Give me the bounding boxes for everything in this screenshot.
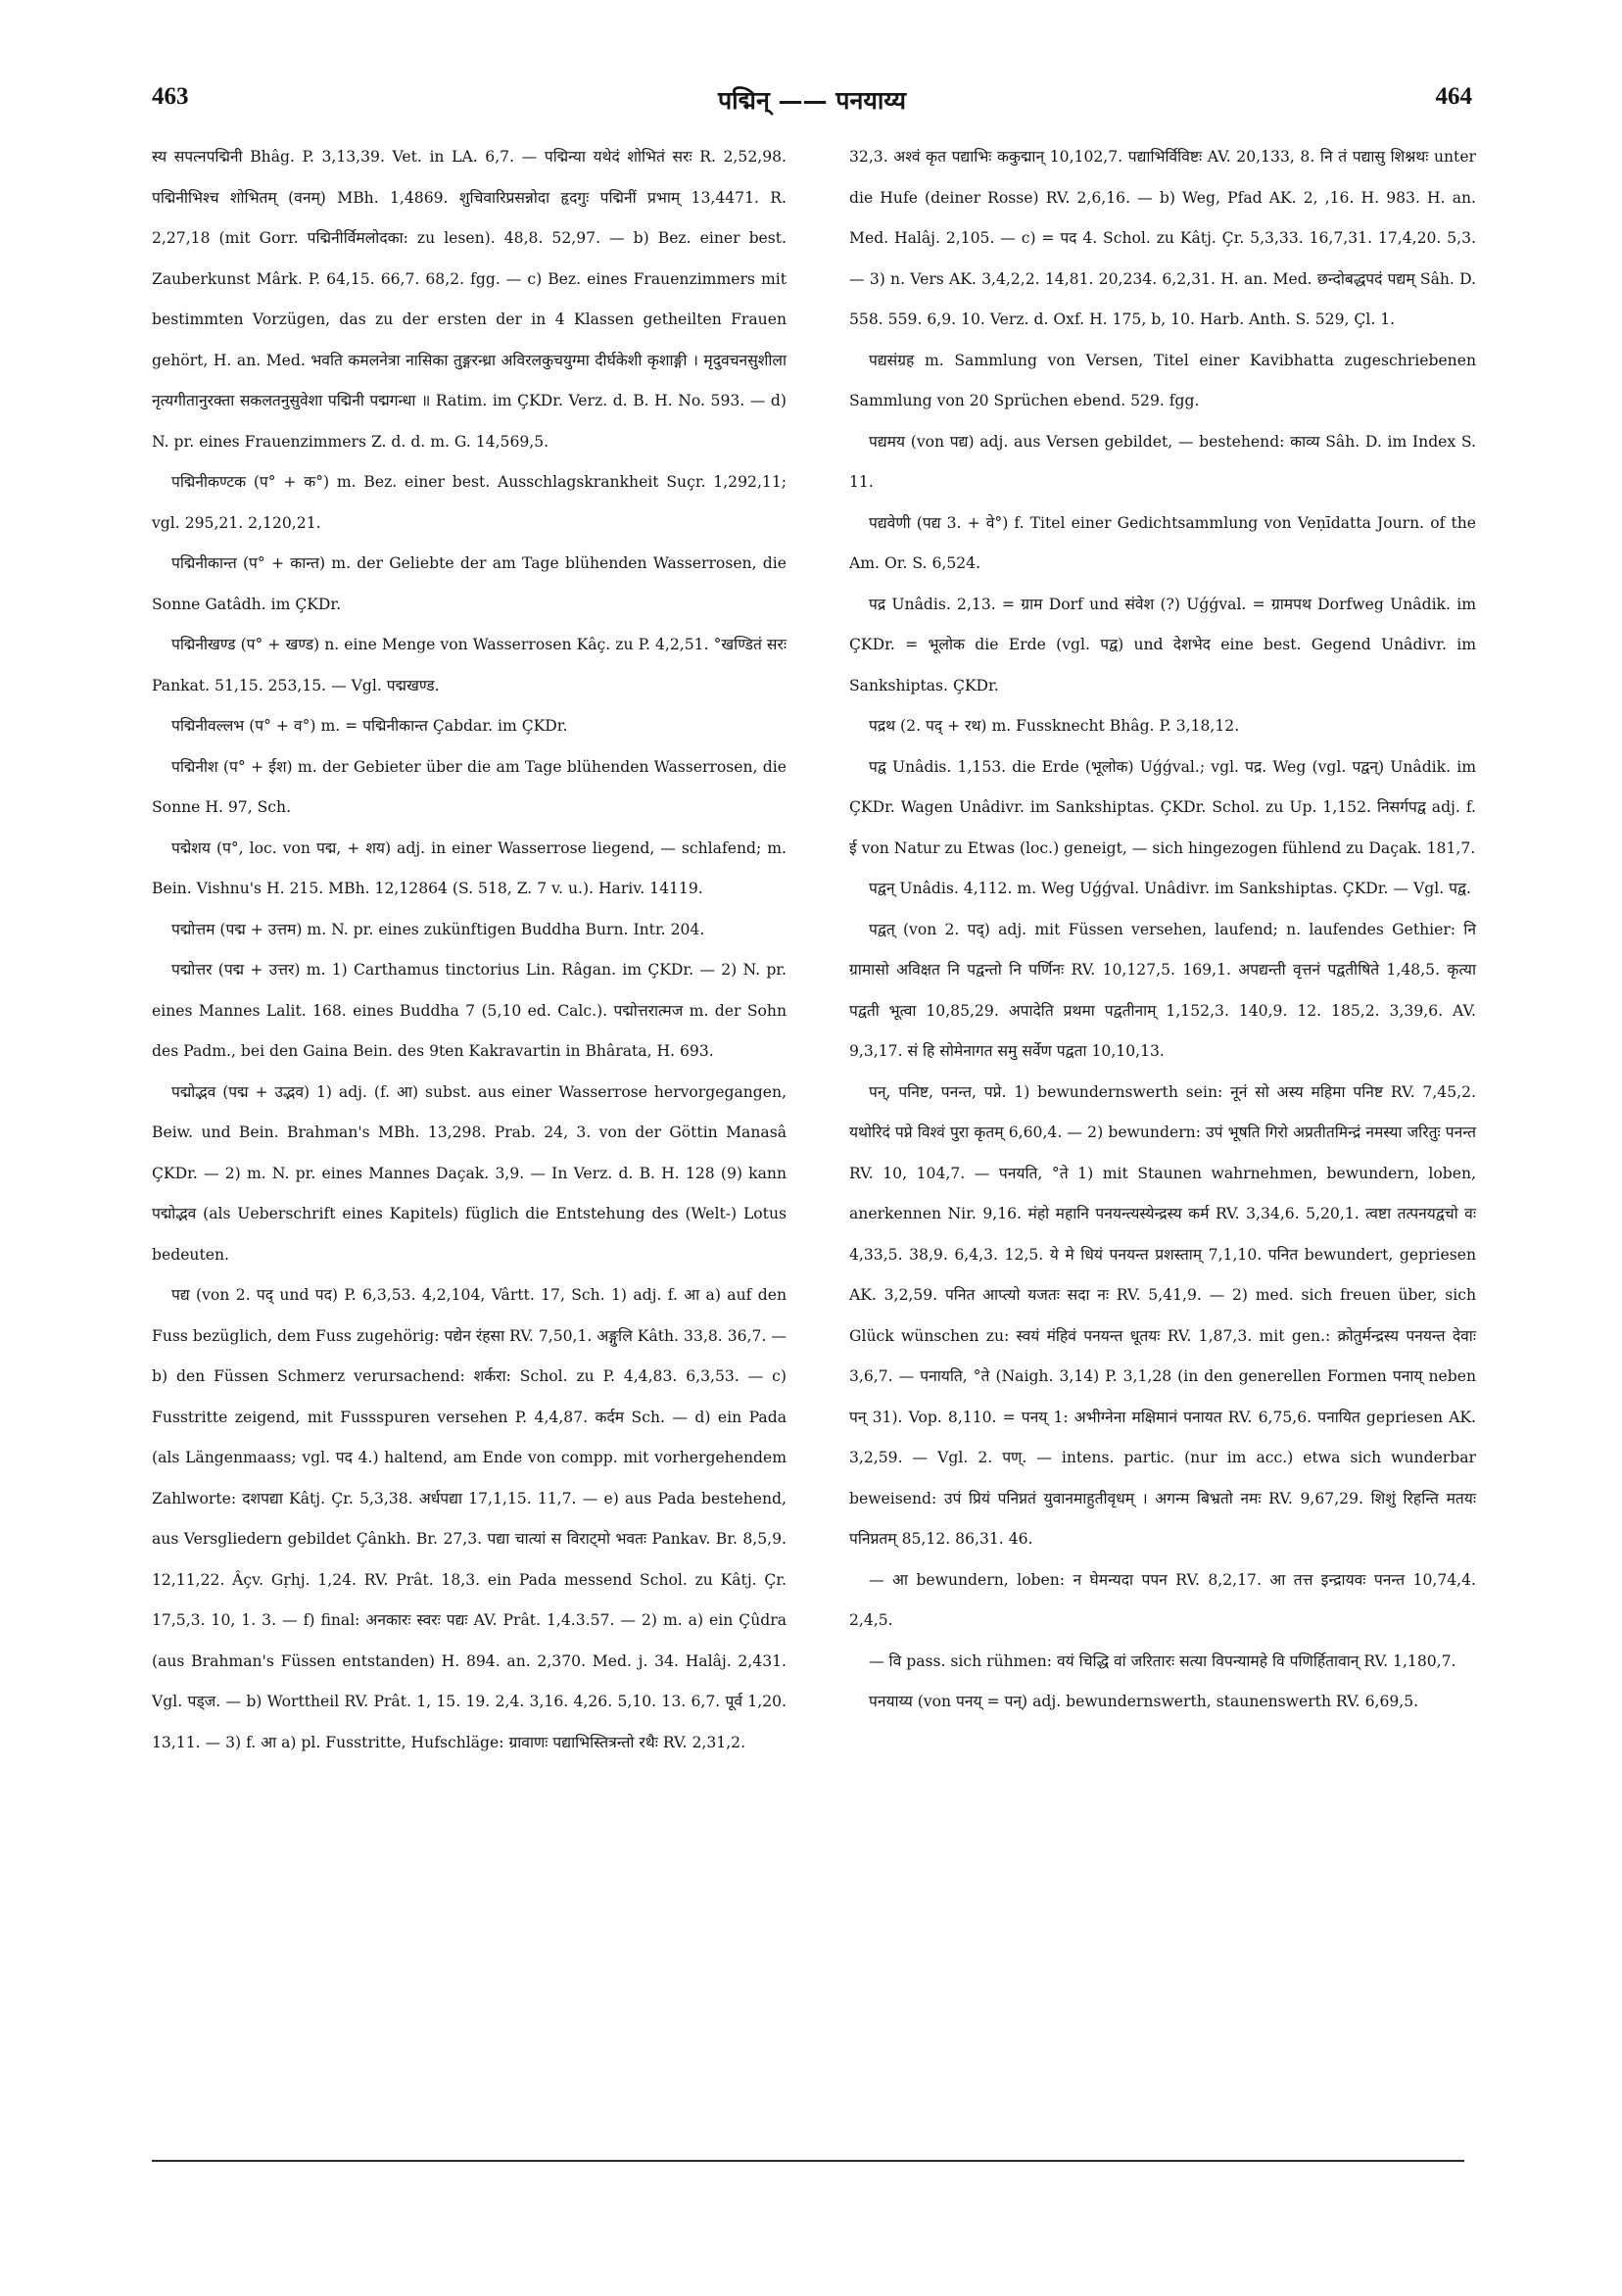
page-number-left: 463 <box>152 83 189 110</box>
footer-rule <box>152 2160 1464 2162</box>
dictionary-entry: पद्रथ (2. पद् + रथ) m. Fussknecht Bhâg. P. 3,18,12. <box>869 717 1240 735</box>
dictionary-entry: 32,3. अश्वं कृत पद्याभिः ककुद्मान् 10,102,7. पद्याभिर्विविष्टः AV. 20,133, 8. नि तं पद्यासु शिश्नथः unter die Hufe (deiner Rosse) RV. 2,6,16. — b) Weg, Pfad AK. 2, ,16. H. 983. H. an. Med. Halâj. 2,105. — c) = पद 4. Schol. zu Kâtj. Çr. 5,3,33. 16,7,31. 17,4,20. 5,3. — 3) n. Vers AK. 3,4,2,2. 14,81. 20,234. 6,2,31. H. an. Med. छन्दोबद्धपदं पद्यम् Sâh. D. 558. 559. 6,9. 10. Verz. d. Oxf. H. 175, b, 10. Harb. Anth. S. 529, Çl. 1. <box>849 148 1476 328</box>
dictionary-entry: पद्यवेणी (पद्य 3. + वे°) f. Titel einer Gedichtsammlung von Veṇīdatta Journ. of the Am. Or. S. 6,524. <box>849 513 1476 572</box>
dictionary-entry: पद्यसंग्रह m. Sammlung von Versen, Titel einer Kavibhatta zugeschriebenen Sammlung von 20 Sprüchen ebend. 529. fgg. <box>849 351 1476 409</box>
dictionary-entry: पद्मिनीखण्ड (प° + खण्ड) n. eine Menge von Wasserrosen Kâç. zu P. 4,2,51. °खण्डितं सरः Pankat. 51,15. 253,15. — Vgl. पद्मखण्ड. <box>152 636 787 694</box>
dictionary-entry: पनयाय्य (von पनय् = पन्) adj. bewundernswerth, staunenswerth RV. 6,69,5. <box>869 1693 1419 1710</box>
dictionary-entry: पन्, पनिष्ट, पनन्त, पप्ने. 1) bewundernswerth sein: नूनं सो अस्य महिमा पनिष्ट RV. 7,45,2. यथोरिदं पप्ने विश्वं पुरा कृतम् 6,60,4. — 2) bewundern: उपं भूषति गिरो अप्रतीतमिन्द्रं नमस्या जरितुः पनन्त RV. 10, 104,7. — पनयति, °ते 1) mit Staunen wahrnehmen, bewundern, loben, anerkennen Nir. 9,16. मंहो महानि पनयन्त्यस्येन्द्रस्य कर्म RV. 3,34,6. 5,20,1. त्वष्टा तत्पनयद्वचो वः 4,33,5. 38,9. 6,4,3. 12,5. ये मे धियं पनयन्त प्रशस्ताम् 7,1,10. पनित bewundert, gepriesen AK. 3,2,59. पनित आप्त्यो यजतः सदा नः RV. 5,41,9. — 2) med. sich freuen über, sich Glück wünschen zu: स्वयं मंहिवं पनयन्त धूतयः RV. 1,87,3. mit gen.: क्रोतुर्मन्द्रस्य पनयन्त देवाः 3,6,7. — पनायति, °ते (Naigh. 3,14) P. 3,1,28 (in den generellen Formen पनाय् neben पन् 31). Vop. 8,110. = पनय् 1: अभीग्नेना मक्षिमानं पनायत RV. 6,75,6. पनायित gepriesen AK. 3,2,59. — Vgl. 2. पण्. — intens. partic. (nur im acc.) etwa sich wunderbar beweisend: उपं प्रियं पनिप्नतं युवानमाहुतीवृधम् । अगन्म बिभ्रतो नमः RV. 9,67,29. शिशुं रिहन्ति मतयः पनिप्नतम् 85,12. 86,31. 46. <box>849 1082 1476 1548</box>
dictionary-entry: पद्मिनीवल्लभ (प° + व°) m. = पद्मिनीकान्त Çabdar. im ÇKDr. <box>171 717 568 735</box>
page-header <box>152 83 1472 122</box>
dictionary-entry: पद्मोद्भव (पद्म + उद्भव) 1) adj. (f. आ) subst. aus einer Wasserrose hervorgegangen, Beiw. und Bein. Brahman's MBh. 13,298. Prab. 24, 3. von der Göttin Manasâ ÇKDr. — 2) m. N. pr. eines Mannes Daçak. 3,9. — In Verz. d. B. H. 128 (9) kann पद्मोद्भव (als Ueberschrift eines Kapitels) füglich die Entstehung des (Welt-) Lotus bedeuten. <box>152 1082 787 1264</box>
dictionary-entry: पद्मोत्तम (पद्म + उत्तम) m. N. pr. eines zukünftigen Buddha Burn. Intr. 204. <box>171 920 705 938</box>
dictionary-entry: पद्मिनीकान्त (प° + कान्त) m. der Geliebte der am Tage blühenden Wasserrosen, die Sonne Gatâdh. im ÇKDr. <box>152 554 787 613</box>
dictionary-entry: पद्र Unâdis. 2,13. = ग्राम Dorf und संवेश (?) Uǵǵval. = ग्रामपथ Dorfweg Unâdik. im ÇKDr. = भूलोक die Erde (vgl. पद्व) und देशभेद eine best. Gegend Unâdivr. im Sankshiptas. ÇKDr. <box>849 595 1476 694</box>
left-column <box>152 137 787 1763</box>
running-head: पद्मिन् —— पनयाय्य <box>717 86 907 115</box>
dictionary-entry: — आ bewundern, loben: न घेमन्यदा पपन RV. 8,2,17. आ तत्त इन्द्रायवः पनन्त 10,74,4. 2,4,5. <box>849 1570 1476 1629</box>
dictionary-entry: — वि pass. sich rühmen: वयं चिद्धि वां जरितारः सत्या विपन्यामहे वि पणिर्हितावान् RV. 1,180,7. <box>869 1651 1456 1670</box>
dictionary-entry: पद्वन् Unâdis. 4,112. m. Weg Uǵǵval. Unâdivr. im Sankshiptas. ÇKDr. — Vgl. पद्व. <box>869 880 1471 897</box>
dictionary-entry: पद्यमय (von पद्य) adj. aus Versen gebildet, — bestehend: काव्य Sâh. D. im Index S. 11. <box>849 432 1476 491</box>
dictionary-entry: पद्मिनीकण्टक (प° + क°) m. Bez. einer best. Ausschlagskrankheit Suçr. 1,292,11; vgl. 295,21. 2,120,21. <box>152 473 787 532</box>
right-column <box>849 137 1476 1723</box>
dictionary-entry: पद्वत् (von 2. पद्) adj. mit Füssen versehen, laufend; n. laufendes Gethier: नि ग्रामासो अविक्षत नि पद्वन्तो नि पर्णिनः RV. 10,127,5. 169,1. अपद्यन्ती वृत्तनं पद्वतीषिते 1,48,5. कृत्या पद्वती भूत्वा 10,85,29. अपादेति प्रथमा पद्वतीनाम् 1,152,3. 140,9. 12. 185,2. 3,39,6. AV. 9,3,17. सं हि सोमेनागत समु सर्वेण पद्वता 10,10,13. <box>849 920 1476 1060</box>
dictionary-entry: पद्मोत्तर (पद्म + उत्तर) m. 1) Carthamus tinctorius Lin. Râgan. im ÇKDr. — 2) N. pr. eines Mannes Lalit. 168. eines Buddha 7 (5,10 ed. Calc.). पद्मोत्तरात्मज m. der Sohn des Padm., bei den Gaina Bein. des 9ten Kakravartin in Bhârata, H. 693. <box>152 961 787 1060</box>
dictionary-entry: स्य सपत्नपद्मिनी Bhâg. P. 3,13,39. Vet. in LA. 6,7. — पद्मिन्या यथेदं शोभितं सरः R. 2,52,98. पद्मिनीभिश्च शोभितम् (वनम्) MBh. 1,4869. शुचिवारिप्रसन्नोदा हृदगुः पद्मिनीं प्रभाम् 13,4471. R. 2,27,18 (mit Gorr. पद्मिनीर्विमलोदका: zu lesen). 48,8. 52,97. — b) Bez. einer best. Zauberkunst Mârk. P. 64,15. 66,7. 68,2. fgg. — c) Bez. eines Frauenzimmers mit bestimmten Vorzügen, das zu der ersten der in 4 Klassen getheilten Frauen gehört, H. an. Med. भवति कमलनेत्रा नासिका तुङ्गरन्ध्रा अविरलकुचयुग्मा दीर्घकेशी कृशाङ्गी । मृदुवचनसुशीला नृत्यगीतानुरक्ता सकलतनुसुवेशा पद्मिनी पद्मगन्धा ॥ Ratim. im ÇKDr. Verz. d. B. H. No. 593. — d) N. pr. eines Frauenzimmers Z. d. d. m. G. 14,569,5. <box>152 148 787 451</box>
page-number-right: 464 <box>1435 83 1472 110</box>
dictionary-entry: पद्य (von 2. पद् und पद) P. 6,3,53. 4,2,104, Vârtt. 17, Sch. 1) adj. f. आ a) auf den Fuss bezüglich, dem Fuss zugehörig: पद्येन रंहसा RV. 7,50,1. अङ्गुलि Kâth. 33,8. 36,7. — b) den Füssen Schmerz verursachend: शर्करा: Schol. zu P. 4,4,83. 6,3,53. — c) Fusstritte zeigend, mit Fussspuren versehen P. 4,4,87. कर्दम Sch. — d) ein Pada (als Längenmaass; vgl. पद 4.) haltend, am Ende von compp. mit vorhergehendem Zahlworte: दशपद्या Kâtj. Çr. 5,3,38. अर्धपद्या 17,1,15. 11,7. — e) aus Pada bestehend, aus Versgliedern gebildet Çânkh. Br. 27,3. पद्या चात्यां स विराट्मो भवतः Pankav. Br. 8,5,9. 12,11,22. Âçv. Gṛhj. 1,24. RV. Prât. 18,3. ein Pada messend Schol. zu Kâtj. Çr. 17,5,3. 10, 1. 3. — f) final: अनकारः स्वरः पद्यः AV. Prât. 1,4.3.57. — 2) m. a) ein Çûdra (aus Brahman's Füssen entstanden) H. 894. an. 2,370. Med. j. 34. Halâj. 2,431. Vgl. पड्ज. — b) Worttheil RV. Prât. 1, 15. 19. 2,4. 3,16. 4,26. 5,10. 13. 6,7. पूर्व 1,20. 13,11. — 3) f. आ a) pl. Fusstritte, Hufschläge: ग्रावाणः पद्याभिस्तित्रन्तो रथैः RV. 2,31,2. <box>152 1286 787 1751</box>
dictionary-entry: पद्मिनीश (प° + ईश) m. der Gebieter über die am Tage blühenden Wasserrosen, die Sonne H. 97, Sch. <box>152 757 787 816</box>
dictionary-entry: पद्मेशय (प°, loc. von पद्म, + शय) adj. in einer Wasserrose liegend, — schlafend; m. Bein. Vishnu's H. 215. MBh. 12,12864 (S. 518, Z. 7 v. u.). Hariv. 14119. <box>152 838 787 897</box>
dictionary-entry: पद्व Unâdis. 1,153. die Erde (भूलोक) Uǵǵval.; vgl. पद्र. Weg (vgl. पद्वन्) Unâdik. im ÇKDr. Wagen Unâdivr. im Sankshiptas. ÇKDr. Schol. zu Up. 1,152. निसर्गपद्व adj. f. ई von Natur zu Etwas (loc.) geneigt, — sich hingezogen fühlend zu Daçak. 181,7. <box>849 757 1476 857</box>
